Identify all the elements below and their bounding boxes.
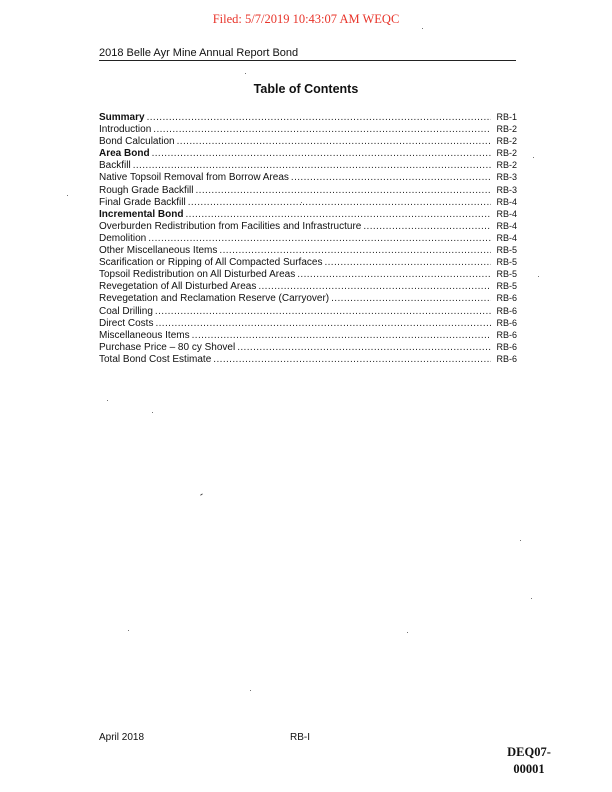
toc-dot-leader <box>258 281 491 293</box>
scan-speck <box>533 157 534 158</box>
toc-entry <box>99 171 517 183</box>
toc-entry-page: RB-1 <box>496 112 517 122</box>
page-header: 2018 Belle Ayr Mine Annual Report Bond <box>99 47 516 61</box>
toc-entry-page: RB-5 <box>496 281 517 292</box>
toc-entry-label: Other Miscellaneous Items <box>99 245 218 257</box>
toc-dot-leader <box>213 354 491 366</box>
toc-dot-leader <box>237 342 491 354</box>
toc-entry <box>99 208 517 220</box>
toc-entry-page: RB-2 <box>496 124 517 135</box>
document-id-line-2: 00001 <box>513 762 545 776</box>
scan-speck <box>128 630 129 631</box>
toc-entry-label: Area Bond <box>99 148 150 160</box>
toc-entry-page: RB-6 <box>496 305 517 316</box>
scan-speck <box>67 195 68 196</box>
toc-entry-page: RB-5 <box>496 245 517 256</box>
toc-entry <box>99 147 517 159</box>
toc-entry-page: RB-5 <box>496 257 517 268</box>
toc-dot-leader <box>363 221 491 233</box>
toc-entry <box>99 292 517 304</box>
toc-dot-leader <box>147 112 491 124</box>
toc-dot-leader <box>331 293 491 305</box>
toc-entry-label: Scarification or Ripping of All Compacted Surfaces <box>99 257 323 269</box>
toc-entry-page: RB-3 <box>496 184 517 195</box>
toc-dot-leader <box>219 245 491 257</box>
toc-dot-leader <box>133 160 491 172</box>
toc-entry-label: Topsoil Redistribution on All Disturbed Areas <box>99 269 296 281</box>
scan-speck <box>107 400 108 401</box>
toc-entry-label: Backfill <box>99 160 131 172</box>
toc-entry-page: RB-4 <box>496 220 517 231</box>
toc-entry <box>99 353 517 365</box>
toc-entry <box>99 256 517 268</box>
toc-entry <box>99 232 517 244</box>
toc-entry <box>99 184 517 196</box>
toc-entry-page: RB-2 <box>496 136 517 147</box>
scan-speck <box>407 632 408 633</box>
toc-dot-leader <box>188 197 491 209</box>
toc-entry-label: Demolition <box>99 232 147 244</box>
toc-dot-leader <box>297 269 491 281</box>
toc-entry-label: Introduction <box>99 124 152 136</box>
footer-page-number: RB-I <box>290 732 310 743</box>
toc-dot-leader <box>153 124 491 136</box>
toc-entry-label: Final Grade Backfill <box>99 196 186 208</box>
toc-entry-label: Rough Grade Backfill <box>99 184 194 196</box>
toc-entry-page: RB-4 <box>496 196 517 207</box>
toc-entry-page: RB-2 <box>496 148 517 159</box>
toc-entry <box>99 135 517 147</box>
toc-entry-page: RB-6 <box>496 293 517 304</box>
toc-heading: Table of Contents <box>253 82 359 96</box>
toc-entry <box>99 329 517 341</box>
scan-speck <box>152 412 153 413</box>
toc-entry <box>99 123 517 135</box>
toc-entry-label: Native Topsoil Removal from Borrow Areas <box>99 172 289 184</box>
document-id <box>494 744 564 778</box>
toc-entry-label: Purchase Price – 80 cy Shovel <box>99 341 236 353</box>
scan-speck <box>200 493 203 496</box>
document-id-line-1: DEQ07- <box>507 745 551 759</box>
toc-entry-label: Total Bond Cost Estimate <box>99 353 212 365</box>
scan-speck <box>538 276 539 277</box>
toc-entry-page: RB-4 <box>496 208 517 219</box>
toc-dot-leader <box>291 172 491 184</box>
toc-entry-label: Summary <box>99 112 145 123</box>
toc-dot-leader <box>155 306 491 318</box>
scan-speck <box>245 73 246 74</box>
toc-dot-leader <box>152 148 491 160</box>
toc-entry <box>99 317 517 329</box>
toc-entry-page: RB-6 <box>496 329 517 340</box>
filed-stamp: Filed: 5/7/2019 10:43:07 AM WEQC <box>212 12 400 26</box>
toc-entry <box>99 111 517 123</box>
toc-dot-leader <box>324 257 491 269</box>
footer-date: April 2018 <box>99 732 145 743</box>
toc-dot-leader <box>177 136 491 148</box>
toc-entry-page: RB-6 <box>496 353 517 364</box>
toc-entry-label: Miscellaneous Items <box>99 329 190 341</box>
toc-entry-label: Coal Drilling <box>99 305 153 317</box>
toc-entry-label: Overburden Redistribution from Facilities and Infrastructure <box>99 220 362 232</box>
toc-entry <box>99 305 517 317</box>
toc-entry <box>99 244 517 256</box>
scan-speck <box>520 540 521 541</box>
toc-dot-leader <box>196 185 492 197</box>
toc-entry <box>99 159 517 171</box>
toc-entry-page: RB-3 <box>496 172 517 183</box>
toc-entry <box>99 280 517 292</box>
scan-speck <box>422 28 423 29</box>
toc-dot-leader <box>192 330 491 342</box>
toc-entry-page: RB-6 <box>496 341 517 352</box>
table-of-contents <box>99 111 517 365</box>
toc-dot-leader <box>148 233 491 245</box>
toc-entry-label: Incremental Bond <box>99 208 184 220</box>
toc-dot-leader <box>185 209 491 221</box>
toc-entry-label: Direct Costs <box>99 317 154 329</box>
toc-entry-label: Revegetation and Reclamation Reserve (Carryover) <box>99 293 330 305</box>
toc-entry-page: RB-2 <box>496 160 517 171</box>
toc-entry <box>99 196 517 208</box>
scan-speck <box>250 690 251 691</box>
toc-entry-page: RB-6 <box>496 317 517 328</box>
toc-entry-label: Revegetation of All Disturbed Areas <box>99 281 257 293</box>
toc-entry <box>99 341 517 353</box>
toc-entry-label: Bond Calculation <box>99 136 175 148</box>
toc-entry-page: RB-5 <box>496 269 517 280</box>
toc-entry <box>99 268 517 280</box>
toc-entry-page: RB-4 <box>496 232 517 243</box>
toc-dot-leader <box>155 318 491 330</box>
scan-speck <box>531 598 532 599</box>
toc-entry <box>99 220 517 232</box>
